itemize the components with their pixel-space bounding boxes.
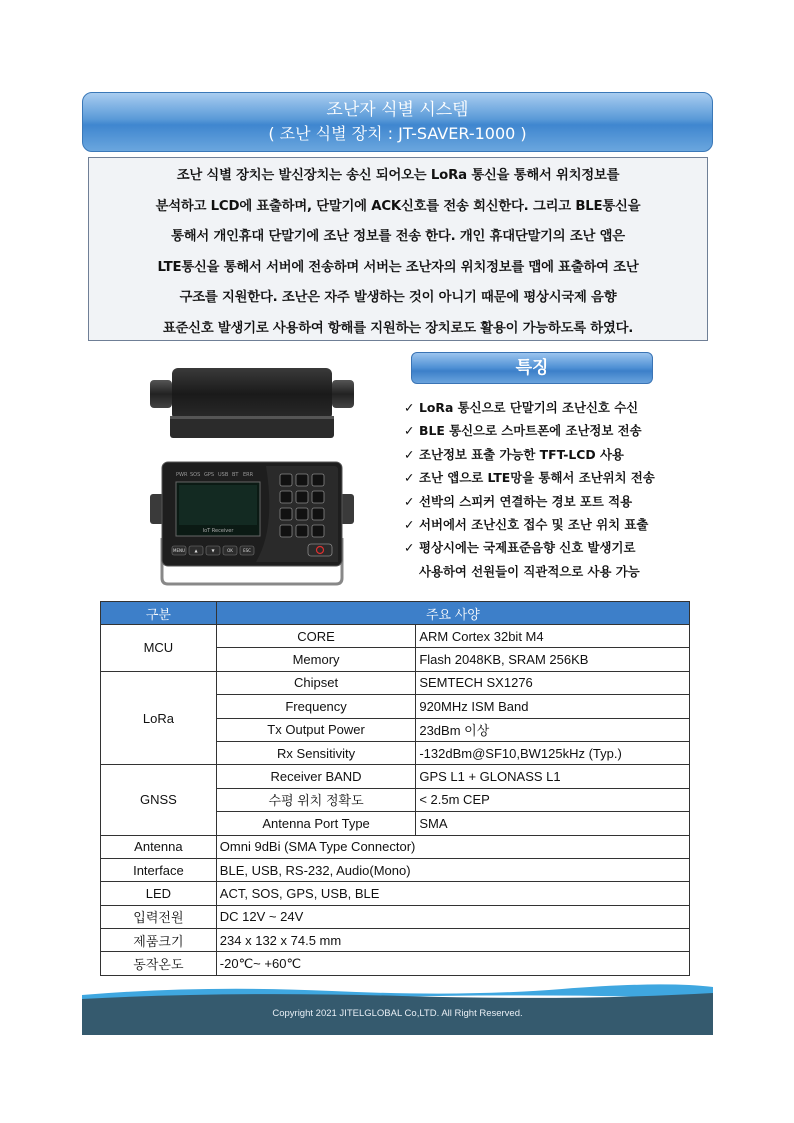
list-item-continuation: 사용하여 선원들이 직관적으로 사용 가능	[419, 563, 640, 579]
svg-text:MENU: MENU	[173, 548, 185, 553]
spec-name: Antenna Port Type	[216, 812, 416, 835]
spec-value: SMA	[416, 812, 690, 835]
spec-name: 제품크기	[101, 929, 217, 952]
svg-text:OK: OK	[227, 548, 233, 553]
spec-value: 234 x 132 x 74.5 mm	[216, 929, 689, 952]
spec-value: ARM Cortex 32bit M4	[416, 625, 690, 648]
list-item: ✓ 조난정보 표출 가능한 TFT-LCD 사용	[404, 443, 704, 466]
spec-name: Frequency	[216, 695, 416, 718]
spec-value: GPS L1 + GLONASS L1	[416, 765, 690, 788]
spec-value: < 2.5m CEP	[416, 788, 690, 811]
title-banner	[82, 92, 713, 152]
check-icon: ✓	[404, 423, 415, 439]
table-row	[101, 858, 690, 881]
description-line: 분석하고 LCD에 표출하며, 단말기에 ACK신호를 전송 회신한다. 그리고 BLE통신을	[155, 198, 641, 214]
list-item: ✓ 선박의 스피커 연결하는 경보 포트 적용	[404, 490, 704, 513]
device-status-labels: PWR	[176, 472, 188, 478]
group-cell: LoRa	[101, 671, 217, 765]
table-row	[101, 929, 690, 952]
device-top-view-image	[148, 362, 356, 444]
spec-value: Flash 2048KB, SRAM 256KB	[416, 648, 690, 671]
list-item: ✓ LoRa 통신으로 단말기의 조난신호 수신	[404, 396, 704, 419]
device-front-view-image	[148, 458, 356, 586]
check-icon: ✓	[404, 470, 415, 486]
spec-value: -20℃~ +60℃	[216, 952, 689, 975]
page-subtitle: ( 조난 식별 장치 : JT-SAVER-1000 )	[268, 124, 527, 143]
spec-value: -132dBm@SF10,BW125kHz (Typ.)	[416, 741, 690, 764]
features-list	[404, 396, 704, 583]
table-row	[101, 671, 690, 694]
table-header: 구분	[101, 602, 217, 625]
spec-value: DC 12V ~ 24V	[216, 905, 689, 928]
group-cell: MCU	[101, 625, 217, 672]
spec-name: Memory	[216, 648, 416, 671]
table-header-row	[101, 602, 690, 625]
list-item: ✓ 서버에서 조난신호 접수 및 조난 위치 표출	[404, 513, 704, 536]
description-box	[88, 157, 708, 341]
copyright-text: Copyright 2021 JITELGLOBAL Co,LTD. All Right Reserved.	[272, 1008, 523, 1019]
check-icon: ✓	[404, 517, 415, 533]
spec-name: Rx Sensitivity	[216, 741, 416, 764]
footer	[82, 983, 713, 1035]
description-line: 조난 식별 장치는 발신장치는 송신 되어오는 LoRa 통신을 통해서 위치정보를	[176, 168, 620, 183]
features-heading: 특징	[411, 352, 653, 384]
spec-name: 수평 위치 정확도	[216, 788, 416, 811]
list-item: ✓ 조난 앱으로 LTE망을 통해서 조난위치 전송	[404, 466, 704, 489]
spec-name: CORE	[216, 625, 416, 648]
table-row	[101, 765, 690, 788]
svg-text:ERR: ERR	[243, 472, 254, 478]
table-row	[101, 952, 690, 975]
spec-value: SEMTECH SX1276	[416, 671, 690, 694]
group-cell: GNSS	[101, 765, 217, 835]
list-item: ✓ 평상시에는 국제표준음향 신호 발생기로	[404, 536, 704, 559]
spec-name: Antenna	[101, 835, 217, 858]
spec-value: BLE, USB, RS-232, Audio(Mono)	[216, 858, 689, 881]
spec-value: 23dBm 이상	[416, 718, 690, 741]
check-icon: ✓	[404, 446, 415, 462]
spec-value: Omni 9dBi (SMA Type Connector)	[216, 835, 689, 858]
check-icon: ✓	[404, 540, 415, 556]
spec-name: Tx Output Power	[216, 718, 416, 741]
spec-name: Interface	[101, 858, 217, 881]
table-row	[101, 882, 690, 905]
description-line: LTE통신을 통해서 서버에 전송하며 서버는 조난자의 위치정보를 맵에 표출하여 조난	[157, 259, 639, 275]
spec-name: 입력전원	[101, 905, 217, 928]
table-row	[101, 905, 690, 928]
table-header: 주요 사양	[216, 602, 689, 625]
spec-name: Receiver BAND	[216, 765, 416, 788]
list-item: ✓ BLE 통신으로 스마트폰에 조난정보 전송	[404, 419, 704, 442]
spec-name: Chipset	[216, 671, 416, 694]
check-icon: ✓	[404, 400, 415, 415]
device-screen-label: IoT Receiver	[202, 528, 234, 534]
page-title: 조난자 식별 시스템	[326, 100, 469, 120]
svg-text:SOS: SOS	[190, 472, 201, 478]
spec-name: LED	[101, 882, 217, 905]
svg-text:▲: ▲	[194, 548, 198, 553]
svg-text:USB: USB	[218, 472, 229, 478]
spec-name: 동작온도	[101, 952, 217, 975]
svg-text:GPS: GPS	[204, 472, 215, 478]
spec-table	[100, 601, 690, 976]
table-row	[101, 625, 690, 648]
description-line: 통해서 개인휴대 단말기에 조난 정보를 전송 한다. 개인 휴대단말기의 조난 앱은	[171, 229, 625, 244]
description-line: 구조를 지원한다. 조난은 자주 발생하는 것이 아니기 때문에 평상시국제 음향	[179, 290, 617, 305]
table-row	[101, 835, 690, 858]
svg-text:ESC: ESC	[243, 548, 251, 553]
check-icon: ✓	[404, 493, 415, 509]
spec-value: 920MHz ISM Band	[416, 695, 690, 718]
spec-value: ACT, SOS, GPS, USB, BLE	[216, 882, 689, 905]
svg-text:BT: BT	[232, 472, 239, 478]
description-line: 표준신호 발생기로 사용하여 항해를 지원하는 장치로도 활용이 가능하도록 하였다.	[162, 320, 634, 336]
svg-text:▼: ▼	[211, 548, 215, 553]
